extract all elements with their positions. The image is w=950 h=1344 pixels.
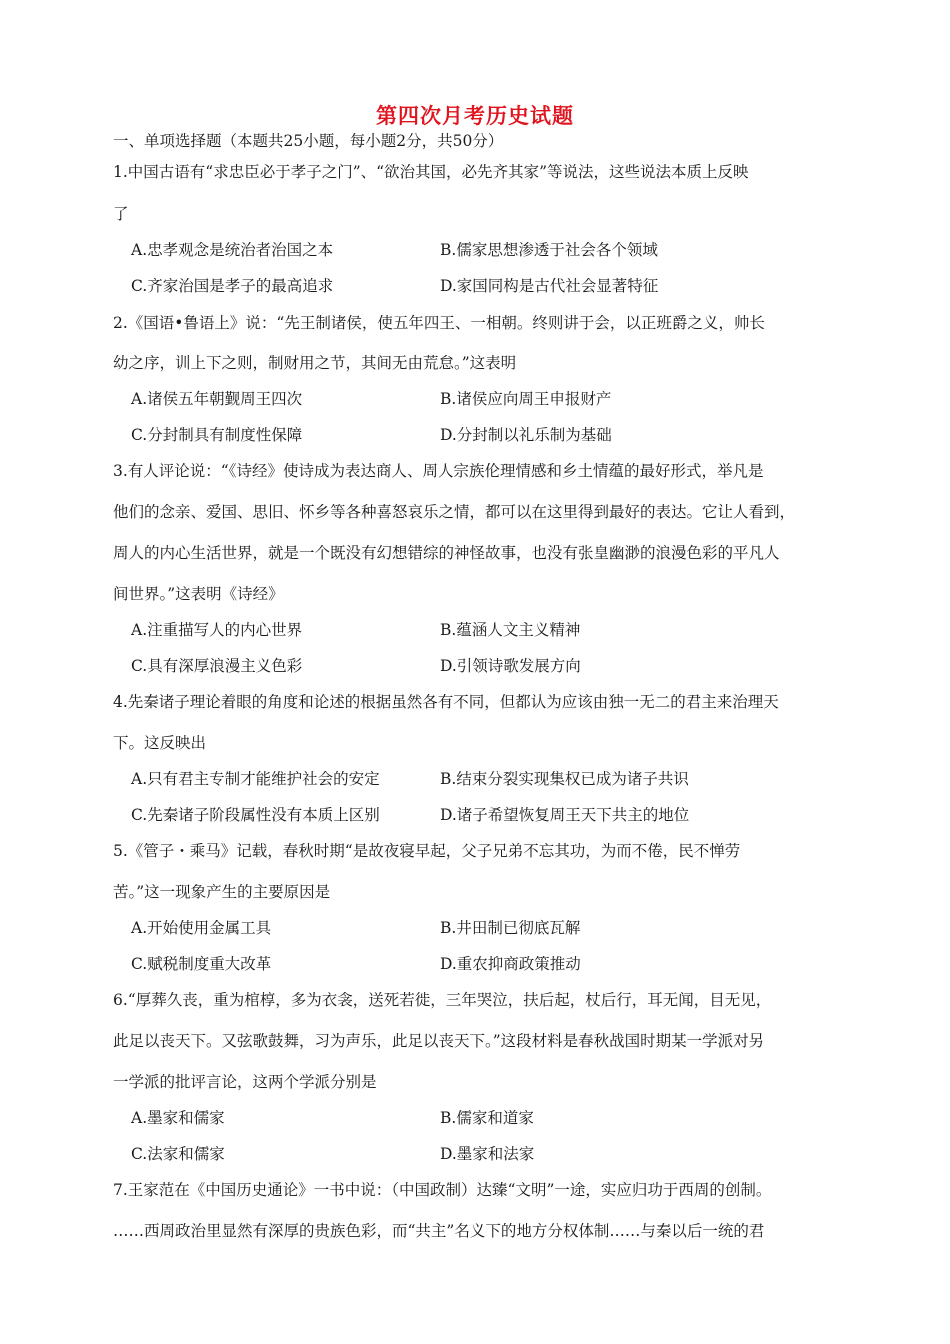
section-header: 一、单项选择题（本题共25小题，每小题2分，共50分） [113, 132, 504, 150]
question-3-option-b: B.蕴涵人文主义精神 [440, 621, 581, 639]
question-4-option-a: A.只有君主专制才能维护社会的安定 [131, 770, 380, 788]
question-5-option-c: C.赋税制度重大改革 [131, 955, 272, 973]
question-4-option-b: B.结束分裂实现集权已成为诸子共识 [440, 770, 689, 788]
question-1-option-c: C.齐家治国是孝子的最高追求 [131, 277, 334, 295]
question-2-option-d: D.分封制以礼乐制为基础 [440, 426, 612, 444]
question-6-option-b: B.儒家和道家 [440, 1109, 534, 1127]
question-6-option-c: C.法家和儒家 [131, 1145, 225, 1163]
question-6-option-a: A.墨家和儒家 [131, 1109, 225, 1127]
question-5-option-b: B.井田制已彻底瓦解 [440, 919, 581, 937]
question-5-line-2: 苦。”这一现象产生的主要原因是 [113, 883, 331, 901]
question-5-line-1: 5.《管子・乘马》记载，春秋时期“是故夜寝早起，父子兄弟不忘其功，为而不倦，民不惮劳 [113, 842, 741, 860]
question-6-line-2: 此足以丧天下。又弦歌鼓舞，习为声乐，此足以丧天下。”这段材料是春秋战国时期某一学派对另 [113, 1032, 765, 1050]
question-6-line-3: 一学派的批评言论，这两个学派分别是 [113, 1073, 377, 1091]
question-2-option-b: B.诸侯应向周王申报财产 [440, 390, 612, 408]
question-2-line-2: 幼之序，训上下之则，制财用之节，其间无由荒怠。”这表明 [113, 354, 517, 372]
question-3-line-3: 周人的内心生活世界，就是一个既没有幻想错综的神怪故事，也没有张皇幽渺的浪漫色彩的平凡人 [113, 544, 780, 562]
question-3-line-2: 他们的念亲、爱国、思旧、怀乡等各种喜怒哀乐之情，都可以在这里得到最好的表达。它让人看到， [113, 503, 796, 521]
question-4-line-1: 4.先秦诸子理论着眼的角度和论述的根据虽然各有不同，但都认为应该由独一无二的君主来治理天 [113, 693, 779, 711]
question-2-option-a: A.诸侯五年朝觐周王四次 [131, 390, 303, 408]
question-1-option-d: D.家国同构是古代社会显著特征 [440, 277, 659, 295]
question-1-line-1: 1.中国古语有“求忠臣必于孝子之门”、“欲治其国，必先齐其家”等说法，这些说法本质上反映 [113, 163, 749, 181]
question-3-line-1: 3.有人评论说：“《诗经》使诗成为表达商人、周人宗族伦理情感和乡土情蕴的最好形式，举凡是 [113, 462, 764, 480]
question-5-option-d: D.重农抑商政策推动 [440, 955, 581, 973]
question-2-line-1: 2.《国语•鲁语上》说：“先王制诸侯，使五年四王、一相朝。终则讲于会，以正班爵之义，帅长 [113, 314, 765, 332]
question-3-option-a: A.注重描写人的内心世界 [131, 621, 303, 639]
question-1-option-b: B.儒家思想渗透于社会各个领域 [440, 241, 658, 259]
question-2-option-c: C.分封制具有制度性保障 [131, 426, 303, 444]
question-7-line-1: 7.王家范在《中国历史通论》一书中说：（中国政制）达臻“文明”一途，实应归功于西周的创制。 [113, 1181, 772, 1199]
question-6-line-1: 6.“厚葬久丧，重为棺椁，多为衣衾，送死若徙，三年哭泣，扶后起，杖后行，耳无闻，目无见， [113, 991, 772, 1009]
question-3-option-c: C.具有深厚浪漫主义色彩 [131, 657, 303, 675]
question-3-option-d: D.引领诗歌发展方向 [440, 657, 581, 675]
page-title: 第四次月考历史试题 [376, 103, 574, 128]
question-4-option-d: D.诸子希望恢复周王天下共主的地位 [440, 806, 690, 824]
question-1-line-2: 了 [113, 205, 129, 223]
question-6-option-d: D.墨家和法家 [440, 1145, 535, 1163]
question-4-option-c: C.先秦诸子阶段属性没有本质上区别 [131, 806, 380, 824]
question-3-line-4: 间世界。”这表明《诗经》 [113, 585, 284, 603]
question-4-line-2: 下。这反映出 [113, 734, 207, 752]
question-7-line-2: ……西周政治里显然有深厚的贵族色彩，而“共主”名义下的地方分权体制……与秦以后一统的君 [113, 1222, 765, 1240]
question-5-option-a: A.开始使用金属工具 [131, 919, 272, 937]
question-1-option-a: A.忠孝观念是统治者治国之本 [131, 241, 334, 259]
